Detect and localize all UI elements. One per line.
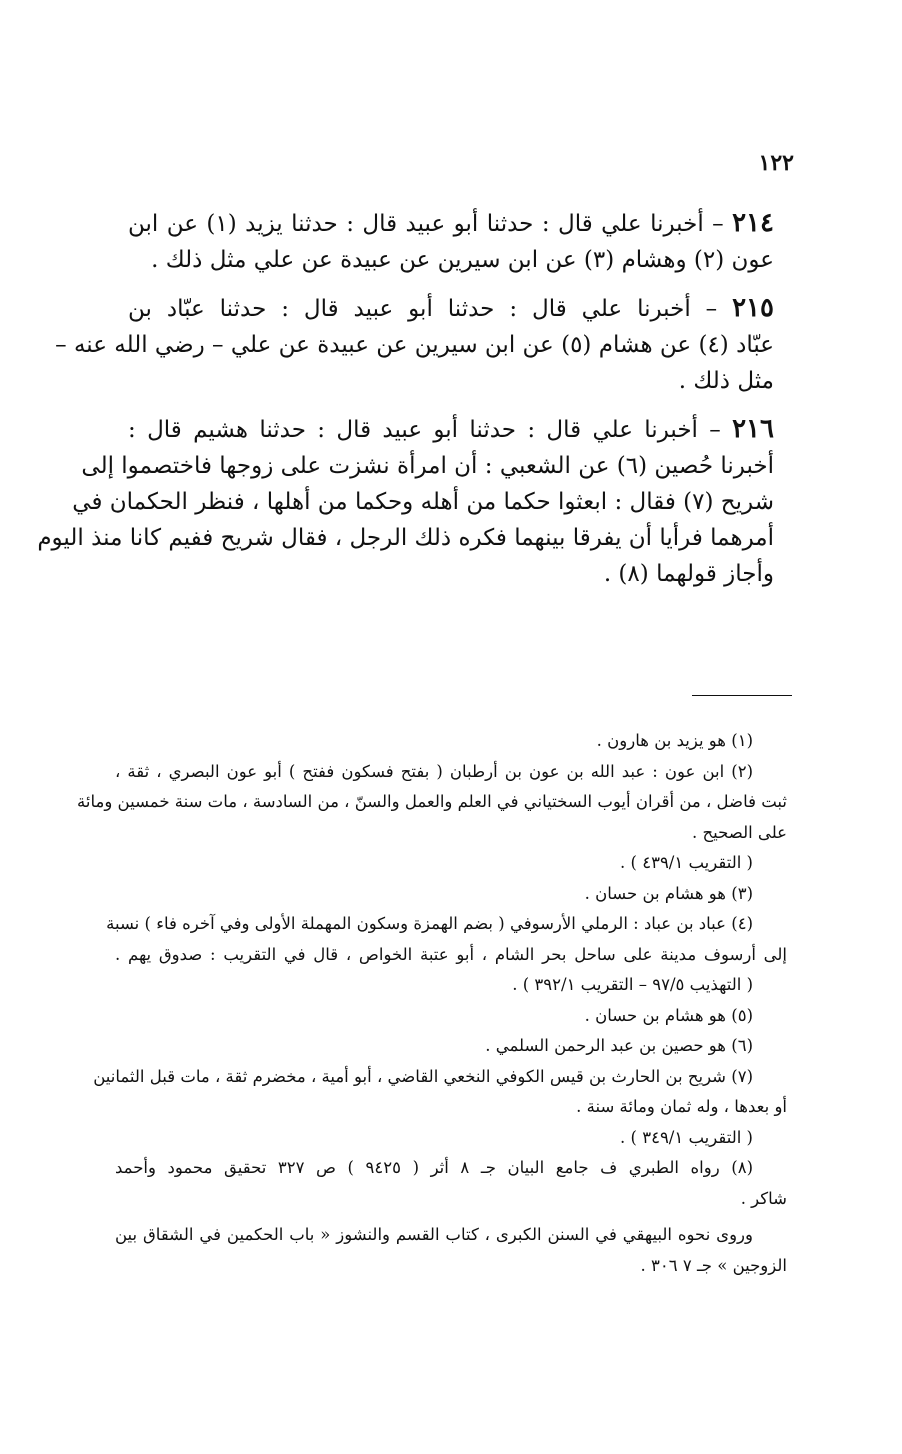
hadith-214	[128, 205, 774, 278]
hadith-line: وأجاز قولهما (٨) .	[603, 561, 774, 587]
hadith-text: – أخبرنا علي قال : حدثنا أبو عبيد قال : حدثنا هشيم قال :	[128, 417, 721, 443]
footnotes	[77, 726, 787, 1281]
hadith-line: مثل ذلك .	[678, 368, 774, 394]
hadith-line: شريح (٧) فقال : ابعثوا حكما من أهله وحكما من أهلها ، فنظر الحكمان في	[72, 489, 774, 515]
hadith-line	[128, 290, 774, 327]
main-text	[37, 205, 774, 604]
hadith-number: ٢١٤	[732, 208, 774, 238]
footnote-line: (٢) ابن عون : عبد الله بن عون بن أرطبان ( بفتح فسكون ففتح ) أبو عون البصري ، ثقة ،	[115, 761, 753, 781]
footnote-line: (١) هو يزيد بن هارون .	[596, 731, 753, 750]
footnote-line: وروى نحوه البيهقي في السنن الكبرى ، كتاب القسم والنشوز « باب الحكمين في الشقاق بين	[115, 1225, 753, 1244]
hadith-line	[128, 411, 774, 448]
footnote-line: (٥) هو هشام بن حسان .	[584, 1005, 753, 1025]
footnote-line: أو بعدها ، وله ثمان ومائة سنة .	[576, 1097, 787, 1116]
hadith-number: ٢١٥	[732, 293, 774, 323]
hadith-line	[128, 205, 774, 242]
hadith-line: عبّاد (٤) عن هشام (٥) عن ابن سيرين عن عبيدة عن علي – رضي الله عنه –	[55, 332, 774, 358]
hadith-line: عون (٢) وهشام (٣) عن ابن سيرين عن عبيدة عن علي مثل ذلك .	[151, 247, 774, 273]
hadith-216	[37, 411, 774, 592]
footnote-divider	[692, 695, 792, 696]
hadith-line: أخبرنا حُصين (٦) عن الشعبي : أن امرأة نشزت على زوجها فاختصموا إلى	[81, 453, 774, 479]
footnote-line: الزوجين » جـ ٧ ٣٠٦ .	[640, 1255, 787, 1275]
footnote-line: ثبت فاضل ، من أقران أيوب السختياني في العلم والعمل والسنّ ، من السادسة ، مات سنة خمسين ومائة	[77, 792, 787, 811]
hadith-215	[55, 290, 774, 399]
footnote-line: شاكر .	[740, 1188, 787, 1208]
hadith-text: – أخبرنا علي قال : حدثنا أبو عبيد قال : حدثنا عبّاد بن	[128, 296, 718, 322]
footnote-line: ( التهذيب ٩٧/٥ – التقريب ٣٩٢/١ ) .	[512, 975, 753, 994]
footnote-line: ( التقريب ٤٣٩/١ ) .	[620, 853, 753, 872]
footnote-line: (٣) هو هشام بن حسان .	[584, 883, 753, 903]
footnote-line: ( التقريب ٣٤٩/١ ) .	[620, 1127, 753, 1147]
footnote-line: (٧) شريح بن الحارث بن قيس الكوفي النخعي القاضي ، أبو أمية ، مخضرم ثقة ، مات قبل الثمانين	[93, 1066, 753, 1086]
hadith-number: ٢١٦	[732, 414, 774, 444]
footnote-line: على الصحيح .	[692, 822, 787, 842]
page-number: ١٢٢	[758, 150, 794, 176]
hadith-text: – أخبرنا علي قال : حدثنا أبو عبيد قال : حدثنا يزيد (١) عن ابن	[128, 211, 724, 237]
footnote-line: (٨) رواه الطبري ف جامع البيان جـ ٨ أثر ( ٩٤٢٥ ) ص ٣٢٧ تحقيق محمود وأحمد	[115, 1158, 753, 1177]
footnote-line: (٤) عباد بن عباد : الرملي الأرسوفي ( بضم الهمزة وسكون المهملة الأولى وفي آخره فاء ) نسبة	[106, 914, 753, 933]
footnote-line: (٦) هو حصين بن عبد الرحمن السلمي .	[485, 1036, 753, 1055]
hadith-line: أمرهما فرأيا أن يفرقا بينهما فكره ذلك الرجل ، فقال شريح ففيم كانا منذ اليوم	[37, 525, 774, 551]
footnote-line: إلى أرسوف مدينة على ساحل بحر الشام ، أبو عتبة الخواص ، قال في التقريب : صدوق يهم .	[115, 944, 787, 964]
